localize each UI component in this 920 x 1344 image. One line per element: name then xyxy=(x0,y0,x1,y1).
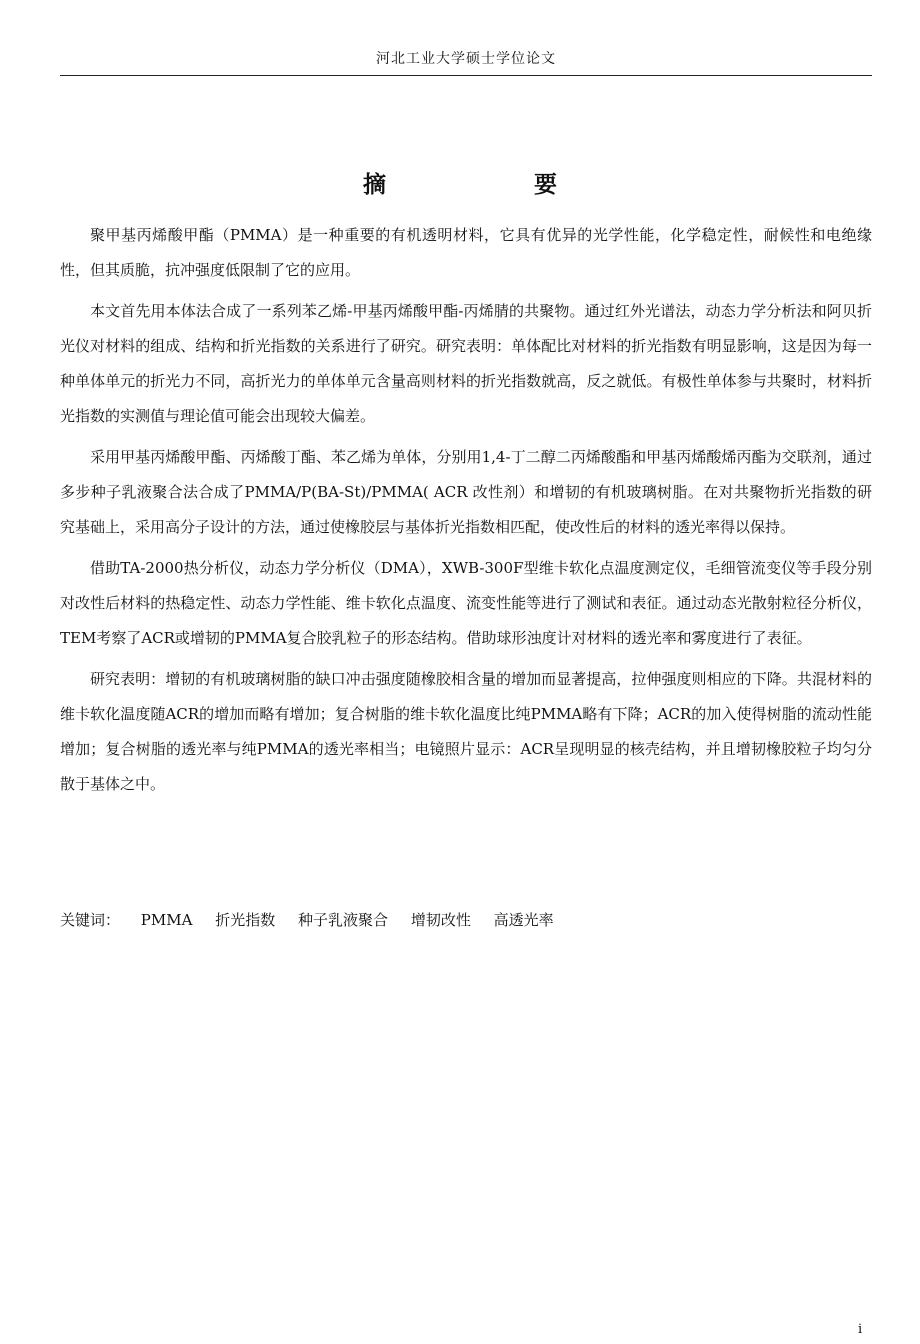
abstract-paragraph: 研究表明：增韧的有机玻璃树脂的缺口冲击强度随橡胶相含量的增加而显著提高，拉伸强度则相应的下降。共混材料的维卡软化温度随ACR的增加而略有增加；复合树脂的维卡软化温度比纯PMMA略有下降；ACR的加入使得树脂的流动性能增加；复合树脂的透光率与纯PMMA的透光率相当；电镜照片显示：ACR呈现明显的核壳结构，并且增韧橡胶粒子均匀分散于基体之中。 xyxy=(60,670,872,793)
abstract-paragraph: 本文首先用本体法合成了一系列苯乙烯-甲基丙烯酸甲酯-丙烯腈的共聚物。通过红外光谱法，动态力学分析法和阿贝折光仪对材料的组成、结构和折光指数的关系进行了研究。研究表明：单体配比对材料的折光指数有明显影响，这是因为每一种单体单元的折光力不同，高折光力的单体单元含量高则材料的折光指数就高，反之就低。有极性单体参与共聚时，材料折光指数的实测值与理论值可能会出现较大偏差。 xyxy=(60,302,872,425)
abstract-paragraph: 采用甲基丙烯酸甲酯、丙烯酸丁酯、苯乙烯为单体，分别用1,4-丁二醇二丙烯酸酯和甲基丙烯酸烯丙酯为交联剂，通过多步种子乳液聚合法合成了PMMA/P(BA-St)/PMMA( ACR 改性剂）和增韧的有机玻璃树脂。在对共聚物折光指数的研究基础上，采用高分子设计的方法，通过使橡胶层与基体折光指数相匹配，使改性后的材料的透光率得以保持。 xyxy=(60,448,872,536)
abstract-paragraph: 借助TA-2000热分析仪，动态力学分析仪（DMA），XWB-300F型维卡软化点温度测定仪，毛细管流变仪等手段分别对改性后材料的热稳定性、动态力学性能、维卡软化点温度、流变性能等进行了测试和表征。通过动态光散射粒径分析仪，TEM考察了ACR或增韧的PMMA复合胶乳粒子的形态结构。借助球形浊度计对材料的透光率和雾度进行了表征。 xyxy=(60,559,872,647)
keywords-label: 关键词： xyxy=(60,911,121,929)
abstract-body xyxy=(60,218,872,808)
keyword: 高透光率 xyxy=(493,911,554,929)
keyword: 增韧改性 xyxy=(410,911,471,929)
abstract-title: 摘 要 xyxy=(362,171,627,198)
keyword: PMMA xyxy=(140,911,193,929)
header-title: 河北工业大学硕士学位论文 xyxy=(376,51,556,67)
keywords-line xyxy=(60,905,872,935)
abstract-paragraph: 聚甲基丙烯酸甲酯（PMMA）是一种重要的有机透明材料，它具有优异的光学性能，化学稳定性，耐候性和电绝缘性，但其质脆，抗冲强度低限制了它的应用。 xyxy=(60,226,872,279)
keyword: 种子乳液聚合 xyxy=(298,911,389,929)
page-number: i xyxy=(858,1322,863,1337)
keyword: 折光指数 xyxy=(215,911,276,929)
running-header xyxy=(60,48,872,76)
